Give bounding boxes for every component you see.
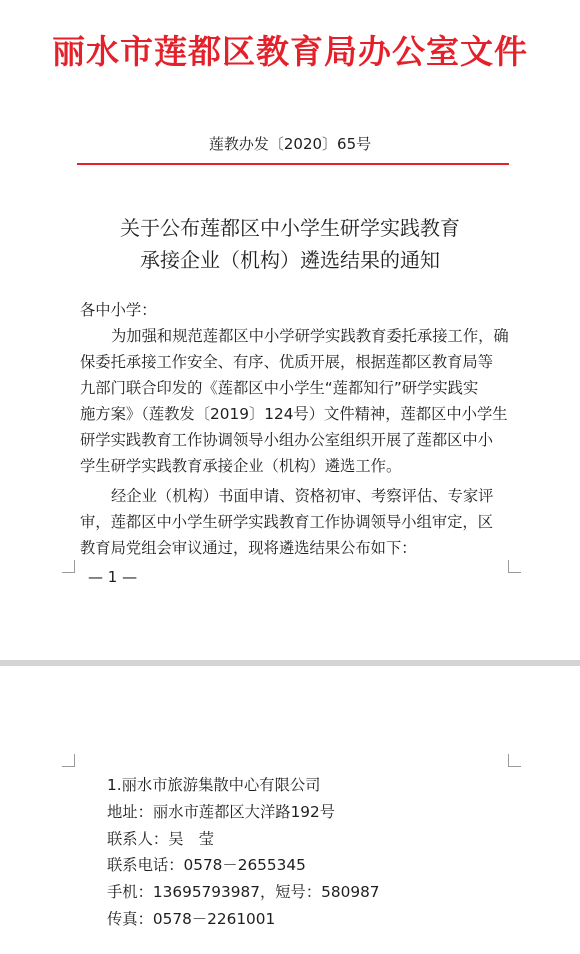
notice-title bbox=[0, 212, 580, 276]
page-corner-mark-bottom-left bbox=[62, 560, 75, 573]
company-name: 1.丽水市旅游集散中心有限公司 bbox=[107, 776, 321, 794]
page-number: — 1 — bbox=[88, 568, 138, 586]
notice-title-line-1: 关于公布莲都区中小学生研学实践教育 bbox=[120, 216, 460, 240]
company-fax: 传真：0578－2261001 bbox=[107, 909, 276, 928]
company-contact: 联系人：吴 莹 bbox=[107, 829, 215, 848]
document-header-title: 丽水市莲都区教育局办公室文件 bbox=[52, 32, 528, 71]
paragraph-1-line: 为加强和规范莲都区中小学研学实践教育委托承接工作，确 bbox=[111, 327, 509, 345]
paragraph-1-line: 施方案》（莲教发〔2019〕124号）文件精神，莲都区中小学生 bbox=[80, 405, 508, 423]
notice-title-line-2: 承接企业（机构）遴选结果的通知 bbox=[140, 248, 440, 272]
paragraph-1 bbox=[80, 323, 510, 479]
salutation: 各中小学： bbox=[80, 301, 157, 319]
page-corner-mark-top-left bbox=[62, 754, 75, 767]
page-corner-mark-bottom-right bbox=[508, 560, 521, 573]
paragraph-1-line: 九部门联合印发的《莲都区中小学生“莲都知行”研学实践实 bbox=[80, 379, 479, 397]
paragraph-1-line: 研学实践教育工作协调领导小组办公室组织开展了莲都区中小 bbox=[80, 431, 494, 449]
company-phone: 联系电话：0578－2655345 bbox=[107, 856, 306, 875]
page-corner-mark-top-right bbox=[508, 754, 521, 767]
paragraph-2-line: 经企业（机构）书面申请、资格初审、考察评估、专家评 bbox=[111, 487, 494, 505]
red-separator-line bbox=[77, 163, 509, 165]
company-info bbox=[107, 772, 380, 933]
paragraph-1-line: 学生研学实践教育承接企业（机构）遴选工作。 bbox=[80, 457, 402, 475]
company-mobile: 手机：13695793987，短号：580987 bbox=[107, 883, 380, 902]
paragraph-2 bbox=[80, 483, 510, 561]
paragraph-2-line: 教育局党组会审议通过，现将遴选结果公布如下： bbox=[80, 539, 417, 557]
document-number: 莲教办发〔2020〕65号 bbox=[208, 135, 372, 153]
paragraph-1-line: 保委托承接工作安全、有序、优质开展，根据莲都区教育局等 bbox=[80, 353, 494, 371]
paragraph-2-line: 审，莲都区中小学生研学实践教育工作协调领导小组审定，区 bbox=[80, 513, 494, 531]
notice-body bbox=[80, 297, 510, 561]
company-address: 地址：丽水市莲都区大洋路192号 bbox=[107, 802, 336, 821]
